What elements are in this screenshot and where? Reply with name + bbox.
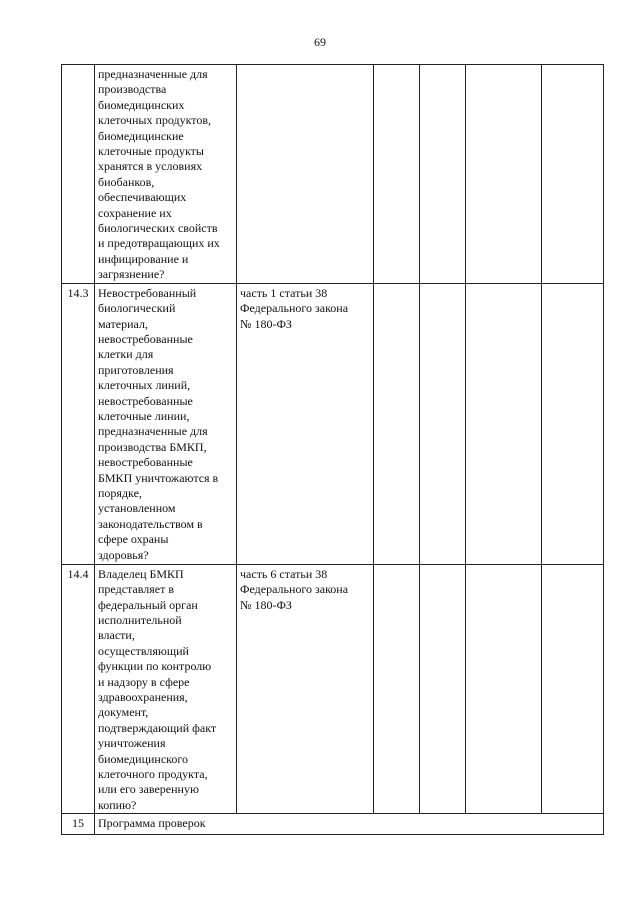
question-text: Владелец БМКП представляет в федеральный орган исполнительной власти, осуществляющий функции по контролю и надзору в сфере здравоохранения, документ, подтверждающий факт уничтожения биомедицинского клеточного продукта, или его заверенную копию? <box>98 566 217 812</box>
reference-cell <box>237 283 374 564</box>
checklist-table <box>61 64 604 835</box>
answer-cell <box>374 65 420 284</box>
table-row <box>62 814 604 835</box>
answer-cell <box>466 65 542 284</box>
reference-cell <box>237 564 374 814</box>
row-number-cell: 15 <box>62 814 95 835</box>
answer-cell <box>420 283 466 564</box>
answer-cell <box>466 564 542 814</box>
answer-cell <box>466 283 542 564</box>
section-title: Программа проверок <box>98 816 206 831</box>
section-title-cell <box>95 814 604 835</box>
answer-cell <box>374 564 420 814</box>
table-row <box>62 65 604 284</box>
notes-cell <box>542 283 604 564</box>
question-cell <box>95 65 237 284</box>
question-cell <box>95 283 237 564</box>
row-number-cell: 14.3 <box>62 283 95 564</box>
table-row <box>62 564 604 814</box>
notes-cell <box>542 65 604 284</box>
reference-text: часть 1 статьи 38 Федерального закона № 180-ФЗ <box>240 285 349 331</box>
question-cell <box>95 564 237 814</box>
reference-text: часть 6 статьи 38 Федерального закона № 180-ФЗ <box>240 566 349 612</box>
answer-cell <box>420 65 466 284</box>
reference-cell <box>237 65 374 284</box>
question-text: Невостребованный биологический материал, невостребованные клетки для приготовления клеточных линий, невостребованные клеточные линии, предназначенные для производства БМКП, невостребованные БМКП уничтожаются в порядке, установленном законодательством в сфере охраны здоровья? <box>98 285 219 562</box>
answer-cell <box>420 564 466 814</box>
table-row <box>62 283 604 564</box>
question-text: предназначенные для производства биомедицинских клеточных продуктов, биомедицинские клеточные продукты хранятся в условиях биобанков, обеспечивающих сохранение их биологических свойств и предотвращающих их инфицирование и загрязнение? <box>98 67 220 282</box>
row-number-cell <box>62 65 95 284</box>
notes-cell <box>542 564 604 814</box>
row-number-cell: 14.4 <box>62 564 95 814</box>
answer-cell <box>374 283 420 564</box>
page-number: 69 <box>314 35 326 49</box>
